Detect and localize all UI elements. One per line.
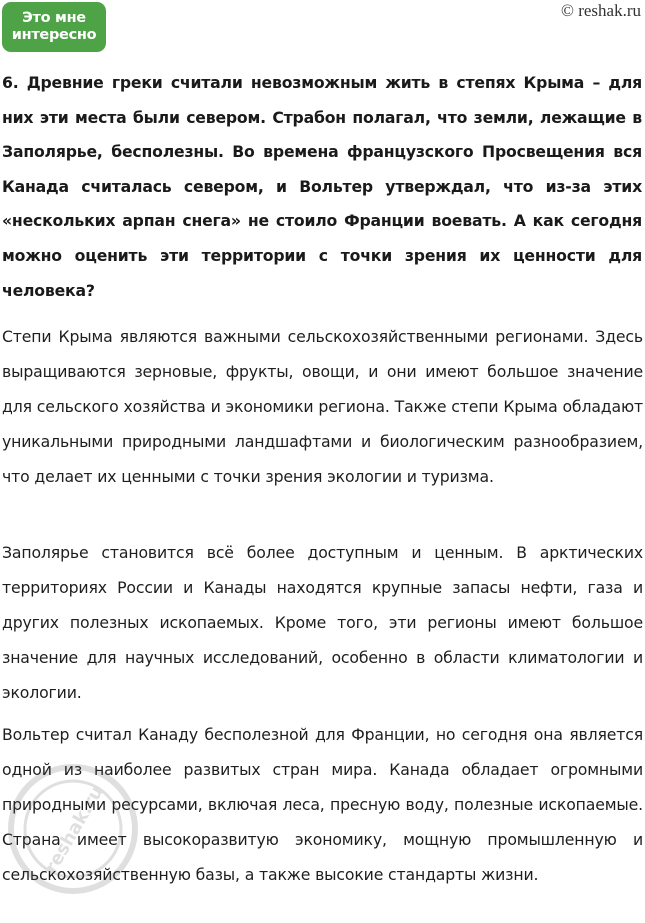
site-watermark: © reshak.ru [561, 1, 641, 20]
answer-paragraph-1: Степи Крыма являются важными сельскохозяйственными регионами. Здесь выращиваются зерновые, фрукты, овощи, и они имеют большое значение для сельского хозяйства и экономики региона. Также степи Крыма обладают уникальными природными ландшафтами и биологическим разнообразием, что делает их ценными с точки зрения экологии и туризма. [2, 327, 643, 486]
answer-paragraph-3: Вольтер считал Канаду бесполезной для Франции, но сегодня она является одной из наиболее развитых стран мира. Канада обладает огромными природными ресурсами, включая леса, пресную воду, полезные ископаемые. Страна имеет высокоразвитую экономику, мощную промышленную и сельскохозяйственную базы, а также высокие стандарты жизни. [2, 725, 643, 884]
badge-line-2: интересно [11, 27, 97, 43]
interesting-badge [2, 2, 106, 52]
question-text: 6. Древние греки считали невозможным жить в степях Крыма – для них эти места были севером. Страбон полагал, что земли, лежащие в Заполярье, бесполезны. Во времена французского Просвещения вся Канада считалась севером, и Вольтер утверждал, что из-за этих «нескольких арпан снега» не стоило Франции воевать. А как сегодня можно оценить эти территории с точки зрения их ценности для человека? [2, 73, 642, 300]
stamp-text: reshak.ru [40, 782, 108, 878]
answer-paragraph-2: Заполярье становится всё более доступным и ценным. В арктических территориях России и Канады находятся крупные запасы нефти, газа и других полезных ископаемых. Кроме того, эти регионы имеют большое значение для научных исследований, особенно в области климатологии и экологии. [2, 543, 643, 702]
badge-line-1: Это мне [22, 10, 86, 26]
